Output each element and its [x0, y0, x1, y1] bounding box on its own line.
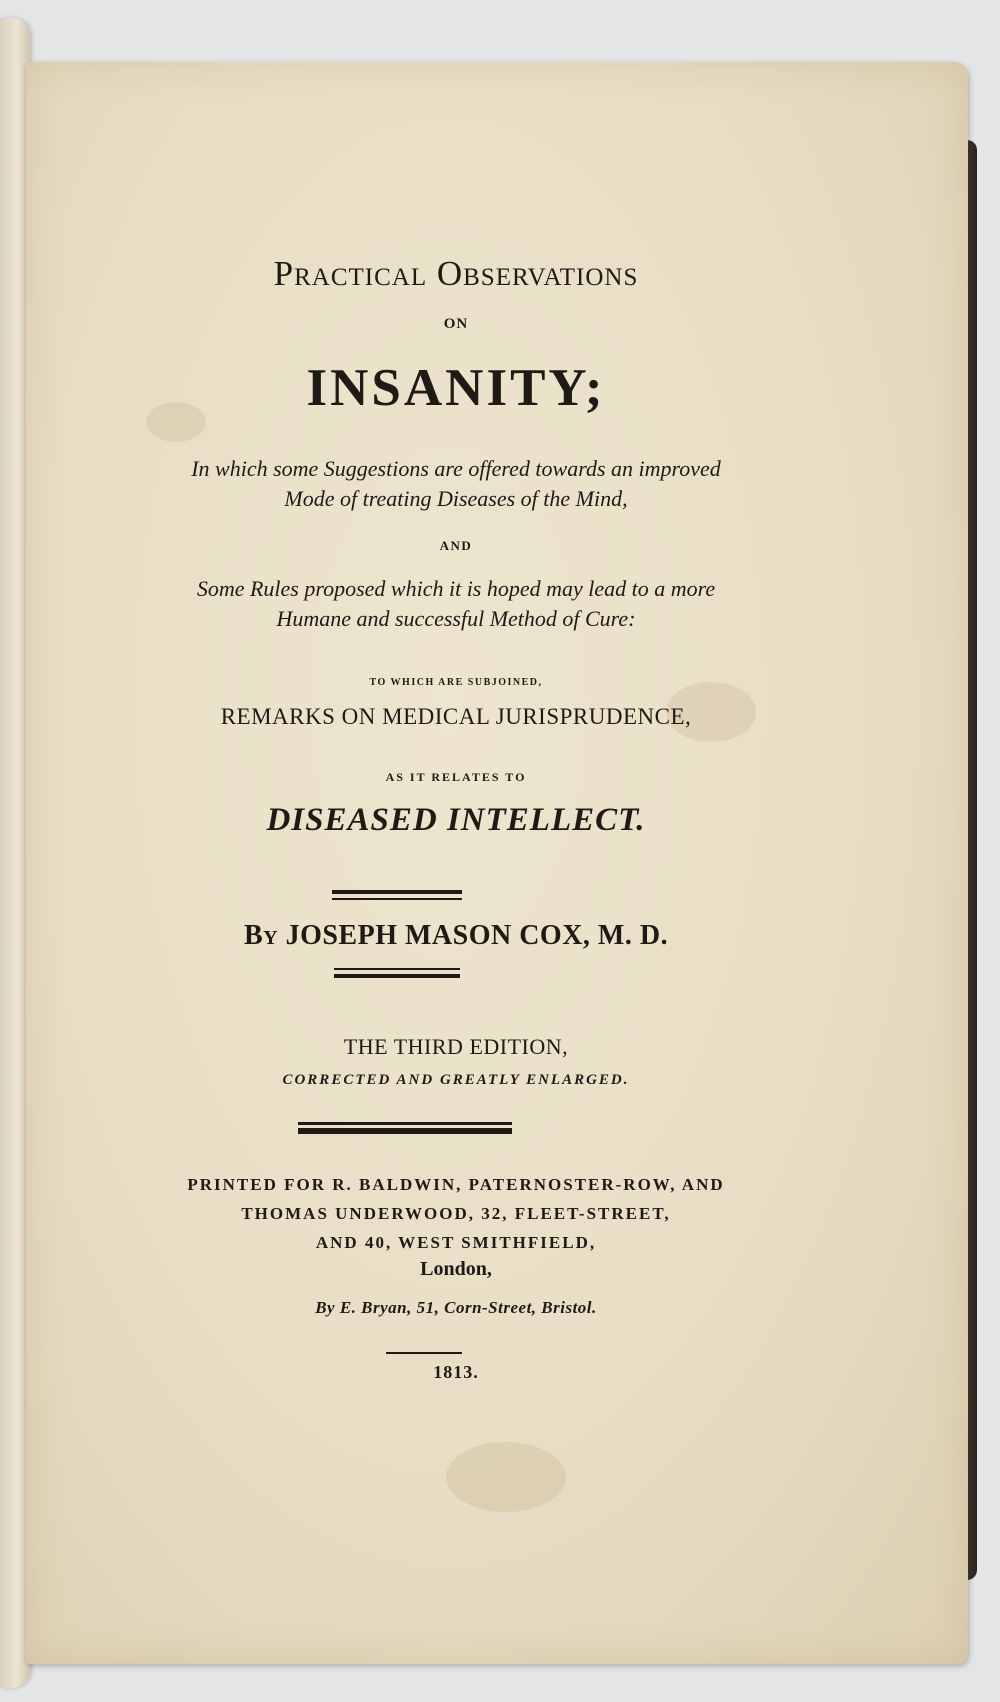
short-rule — [386, 1352, 462, 1354]
thick-rule-top — [298, 1122, 512, 1125]
imprint-line-1: PRINTED FOR R. BALDWIN, PATERNOSTER-ROW, AND — [187, 1175, 725, 1194]
subtitle-2-line-1: Some Rules proposed which it is hoped may lead to a more — [196, 576, 716, 601]
title-page — [26, 62, 968, 1664]
thick-rule — [298, 1128, 512, 1134]
imprint-line-2: THOMAS UNDERWOOD, 32, FLEET-STREET, — [241, 1204, 671, 1223]
double-rule-top-thin — [332, 898, 462, 900]
and-word: AND — [439, 538, 473, 553]
subtitle-2 — [26, 574, 886, 634]
subjoined-line: TO WHICH ARE SUBJOINED, — [369, 677, 543, 688]
subtitle-1 — [26, 454, 886, 514]
imprint-bryan: By E. Bryan, 51, Corn-Street, Bristol. — [315, 1298, 597, 1317]
paper-stain — [446, 1442, 566, 1512]
imprint-line-3: AND 40, WEST SMITHFIELD, — [315, 1233, 597, 1252]
main-title: INSANITY; — [306, 359, 606, 417]
author-by: By — [243, 920, 279, 951]
double-rule-bottom-thin — [334, 968, 460, 970]
publication-year: 1813. — [433, 1362, 479, 1382]
double-rule-bottom — [334, 974, 460, 978]
edition-title: THE THIRD EDITION, — [343, 1034, 569, 1059]
diseased-intellect-title: DISEASED INTELLECT. — [266, 802, 646, 838]
title-on: ON — [443, 316, 469, 332]
subtitle-1-line-2: Mode of treating Diseases of the Mind, — [284, 486, 628, 511]
edition-note: CORRECTED AND GREATLY ENLARGED. — [282, 1072, 630, 1088]
author-line — [26, 920, 886, 952]
imprint — [26, 1170, 886, 1257]
subtitle-2-line-2: Humane and successful Method of Cure: — [276, 606, 636, 631]
imprint-city: London, — [420, 1258, 492, 1280]
subtitle-1-line-1: In which some Suggestions are offered towards an improved — [191, 456, 721, 481]
double-rule-top — [332, 890, 462, 894]
remarks-line: REMARKS ON MEDICAL JURISPRUDENCE, — [220, 704, 692, 729]
title-line: Practical Observations — [273, 254, 639, 293]
relates-line: AS IT RELATES TO — [385, 770, 527, 784]
author-name: JOSEPH MASON COX, M. D. — [285, 920, 669, 951]
